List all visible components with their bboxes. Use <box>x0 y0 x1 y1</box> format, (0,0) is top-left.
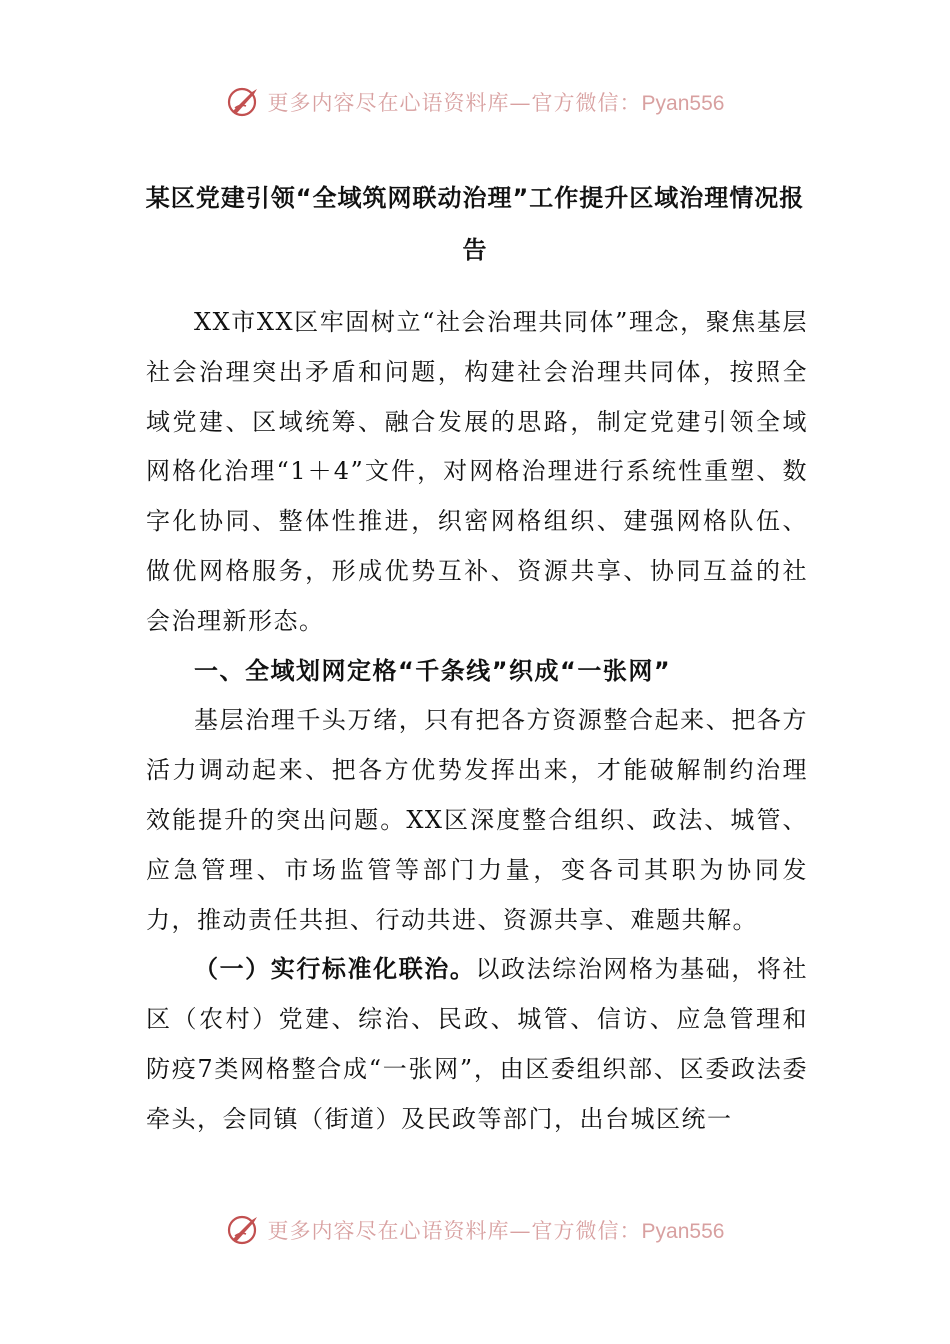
pen-nib-logo-icon <box>226 1212 262 1248</box>
document-body <box>146 298 808 1145</box>
pen-nib-logo-icon <box>226 84 262 120</box>
watermark-text <box>268 1215 725 1245</box>
watermark-banner-bottom <box>0 1210 950 1250</box>
subsection-1-lead: （一）实行标准化联治。 <box>194 955 476 984</box>
watermark-text <box>268 87 725 117</box>
section-1-paragraph: 基层治理千头万绪，只有把各方资源整合起来、把各方活力调动起来、把各方优势发挥出来，才能破解制约治理效能提升的突出问题。XX区深度整合组织、政法、城管、应急管理、市场监管等部门力量，变各司其职为协同发力，推动责任共担、行动共进、资源共享、难题共解。 <box>146 706 808 934</box>
section-heading-1: 一、全域划网定格“千条线”织成“一张网” <box>194 656 672 685</box>
watermark-wechat-id: Pyan556 <box>641 92 725 115</box>
intro-paragraph: XX市XX区牢固树立“社会治理共同体”理念，聚焦基层社会治理突出矛盾和问题，构建社会治理共同体，按照全域党建、区域统筹、融合发展的思路，制定党建引领全域网格化治理“1＋4”文件，对网格治理进行系统性重塑、数字化协同、整体性推进，织密网格组织、建强网格队伍、做优网格服务，形成优势互补、资源共享、协同互益的社会治理新形态。 <box>146 308 808 635</box>
watermark-wechat-id: Pyan556 <box>641 1220 725 1243</box>
watermark-banner-top <box>0 82 950 122</box>
watermark-slogan: 更多内容尽在心语资料库—官方微信： <box>267 1219 642 1243</box>
subsection-1-paragraph <box>146 945 808 1144</box>
subsection-1-text: 以政法综治网格为基础，将社区（农村）党建、综治、民政、城管、信访、应急管理和防疫7类网格整合成“一张网”，由区委组织部、区委政法委牵头，会同镇（街道）及民政等部门，出台城区统一 <box>146 955 809 1133</box>
document-title: 某区党建引领“全域筑网联动治理”工作提升区域治理情况报告 <box>145 184 805 264</box>
watermark-slogan: 更多内容尽在心语资料库—官方微信： <box>267 91 642 115</box>
